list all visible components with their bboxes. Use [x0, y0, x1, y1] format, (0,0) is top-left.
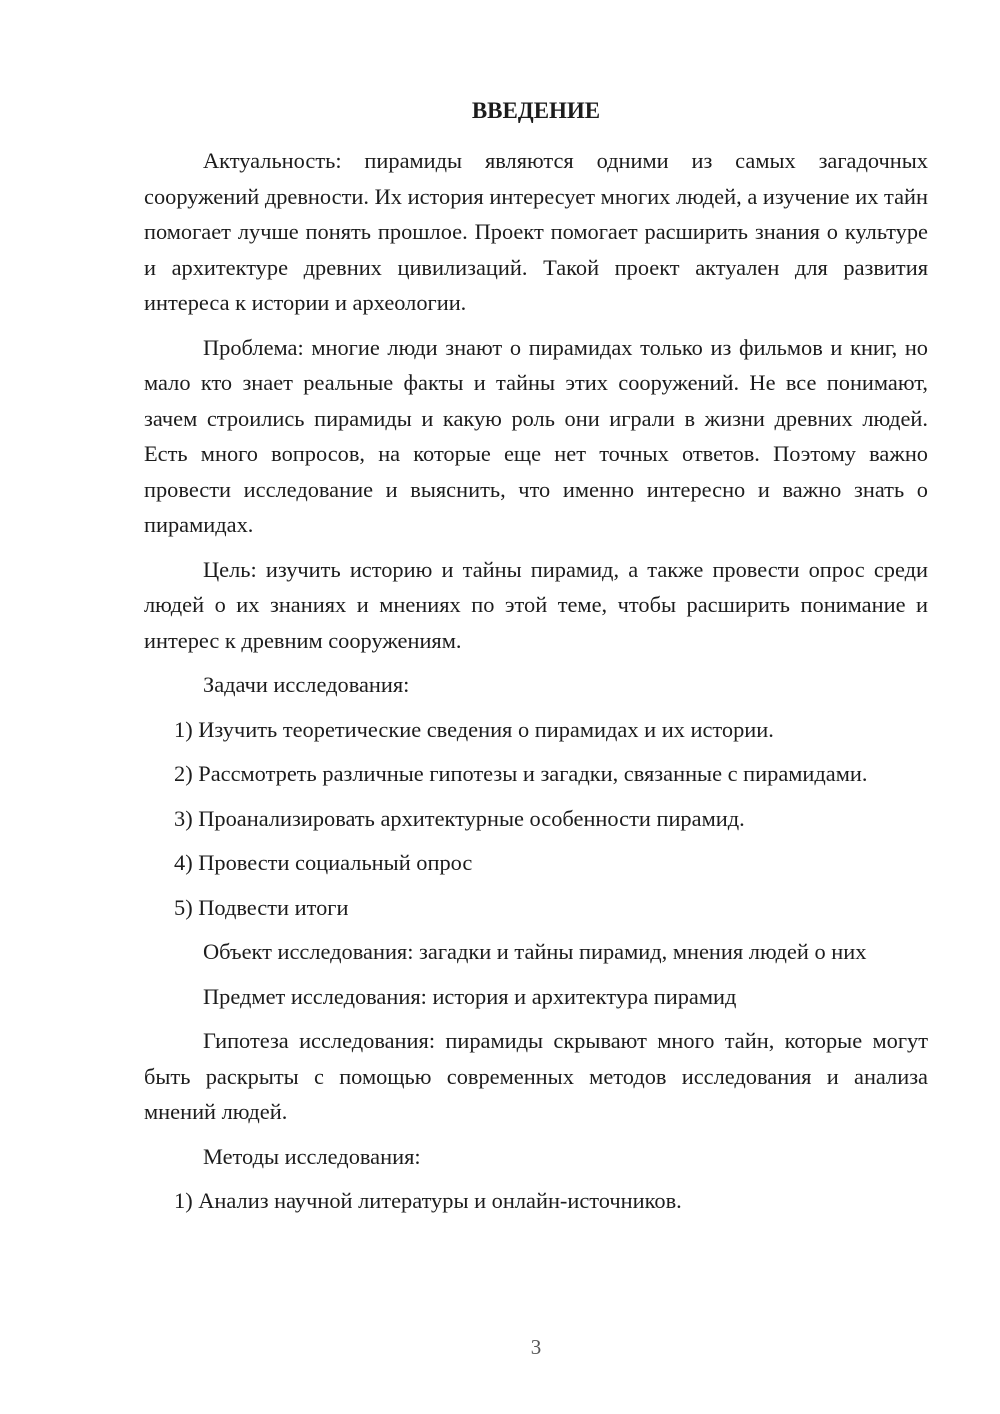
paragraph-object: Объект исследования: загадки и тайны пирамид, мнения людей о них: [203, 939, 867, 964]
paragraph-hypothesis: Гипотеза исследования: пирамиды скрывают много тайн, которые могут быть раскрыты с помощью современных методов исследования и анализа мнений людей.: [144, 1028, 928, 1124]
paragraph-problem: Проблема: многие люди знают о пирамидах только из фильмов и книг, но мало кто знает реальные факты и тайны этих сооружений. Не все понимают, зачем строились пирамиды и какую роль они играли в жизни древних людей. Есть много вопросов, на которые еще нет точных ответов. Поэтому важно провести исследование и выяснить, что именно интересно и важно знать о пирамидах.: [144, 334, 928, 537]
paragraph-relevance: Актуальность: пирамиды являются одними из самых загадочных сооружений древности. Их история интересует многих людей, а изучение их тайн помогает лучше понять прошлое. Проект помогает расширить знания о культуре и архитектуре древних цивилизаций. Такой проект актуален для развития интереса к истории и археологии.: [144, 148, 928, 315]
section-title: ВВЕДЕНИЕ: [471, 98, 601, 123]
task-item-1: 1) Изучить теоретические сведения о пирамидах и их истории.: [174, 716, 774, 742]
task-item-3: 3) Проанализировать архитектурные особенности пирамид.: [174, 805, 745, 831]
paragraph-tasks-heading: Задачи исследования:: [203, 672, 410, 697]
body-text: [144, 143, 928, 1228]
task-item-5: 5) Подвести итоги: [174, 894, 349, 920]
task-item-4: 4) Провести социальный опрос: [174, 850, 473, 875]
paragraph-subject: Предмет исследования: история и архитектура пирамид: [203, 983, 737, 1009]
method-item-1: 1) Анализ научной литературы и онлайн-источников.: [174, 1188, 682, 1213]
document-page: [144, 0, 928, 1414]
task-item-2: 2) Рассмотреть различные гипотезы и загадки, связанные с пирамидами.: [174, 761, 868, 786]
page-number: 3: [530, 1335, 542, 1359]
paragraph-goal: Цель: изучить историю и тайны пирамид, а также провести опрос среди людей о их знаниях и мнениях по этой теме, чтобы расширить понимание и интерес к древним сооружениям.: [144, 556, 928, 653]
paragraph-methods-heading: Методы исследования:: [203, 1143, 421, 1169]
